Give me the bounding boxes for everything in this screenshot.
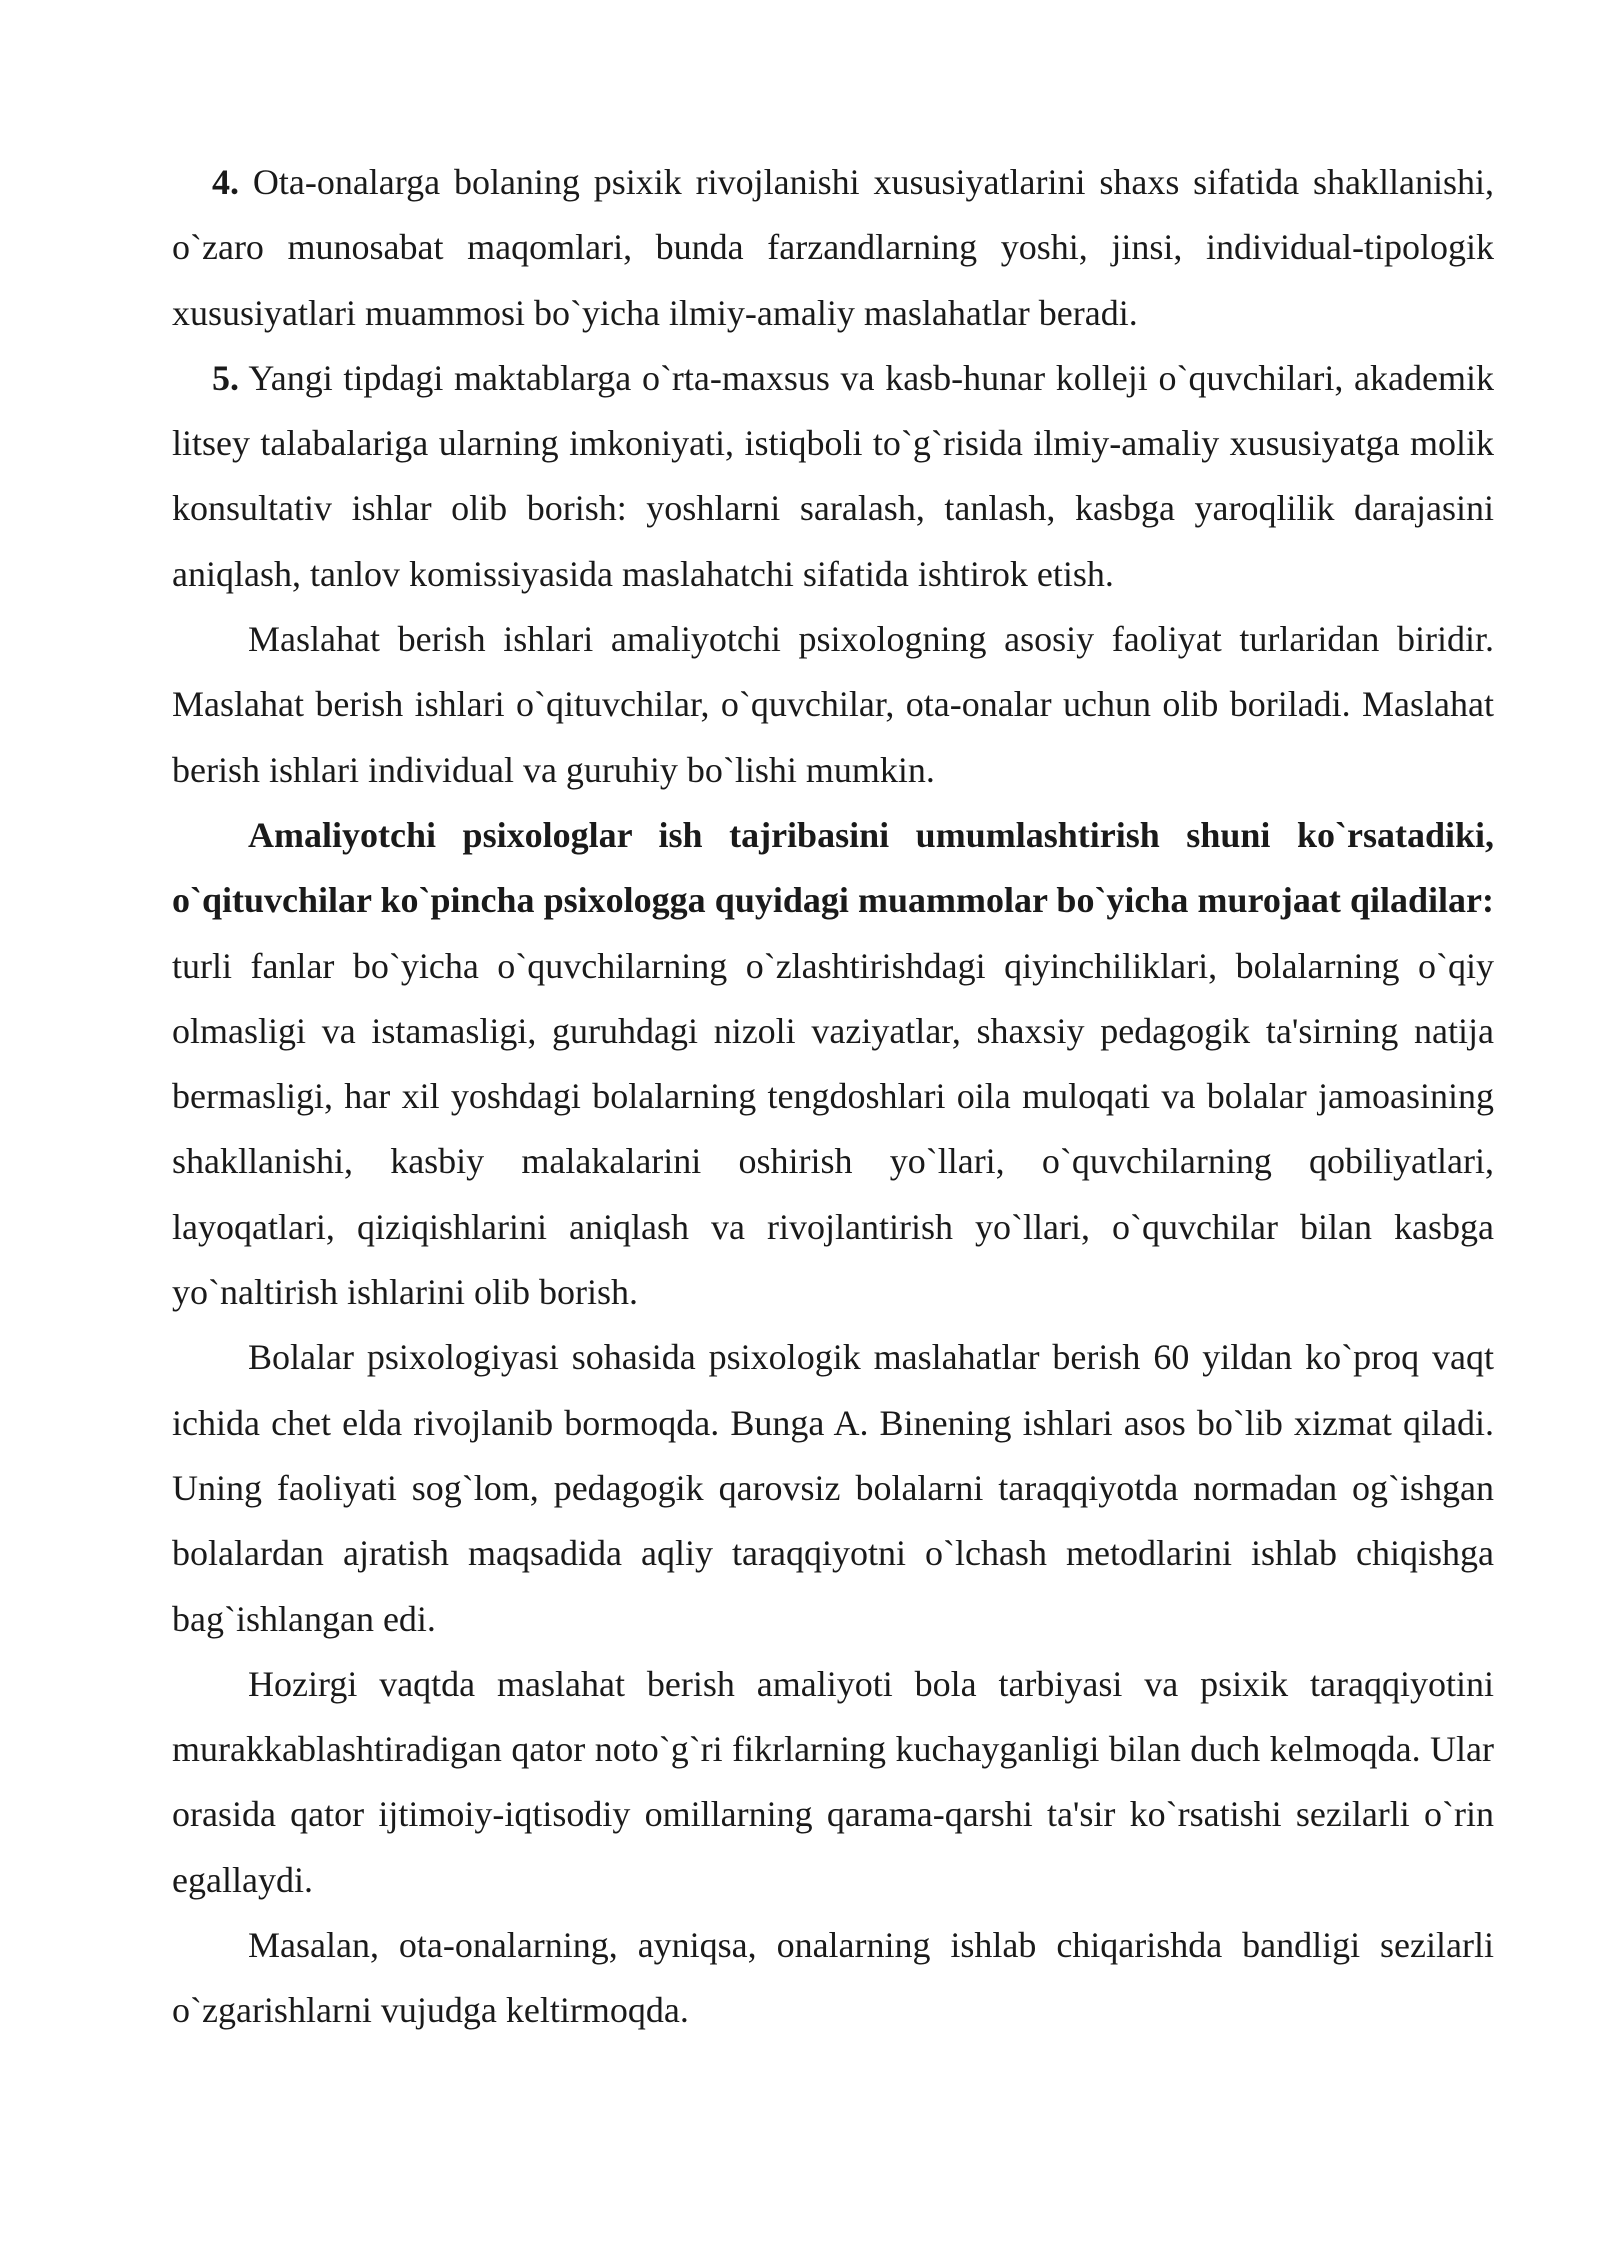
numbered-paragraph-5 [172,346,1494,607]
paragraph-text: Hozirgi vaqtda maslahat berish amaliyoti bola tarbiyasi va psixik taraqqiyotini murakkablashtiradigan qator noto`g`ri fikrlarning kuchayganligi bilan duch kelmoqda. Ular orasida qator ijtimoiy-iqtisodiy omillarning qarama-qarshi ta'sir ko`rsatishi sezilarli o`rin egallaydi. [172,1663,1494,1900]
document-page [172,150,1494,2044]
paragraph-text: Maslahat berish ishlari amaliyotchi psixologning asosiy faoliyat turlaridan biridir. Maslahat berish ishlari o`qituvchilar, o`quvchilar, ota-onalar uchun olib boriladi. Maslahat berish ishlari individual va guruhiy bo`lishi mumkin. [172,619,1494,790]
paragraph-history [172,1325,1494,1651]
paragraph-current-practice [172,1652,1494,1913]
item-number: 5. [212,357,239,398]
bold-lead-text: Amaliyotchi psixologlar ish tajribasini umumlashtirish shuni ko`rsatadiki, o`qituvchilar ko`pincha psixologga quyidagi muammolar bo`yicha murojaat qiladilar: [172,814,1494,921]
paragraph-consulting-types [172,607,1494,803]
paragraph-text: Bolalar psixologiyasi sohasida psixologik maslahatlar berish 60 yildan ko`proq vaqt ichida chet elda rivojlanib bormoqda. Bunga A. Binening ishlari asos bo`lib xizmat qiladi. Uning faoliyati sog`lom, pedagogik qarovsiz bolalarni taraqqiyotda normadan og`ishgan bolalardan ajratish maqsadida aqliy taraqqiyotni o`lchash metodlarini ishlab chiqishga bag`ishlangan edi. [172,1337,1494,1639]
paragraph-text: turli fanlar bo`yicha o`quvchilarning o`zlashtirishdagi qiyinchiliklari, bolalarning o`qiy olmasligi va istamasligi, guruhdagi nizoli vaziyatlar, shaxsiy pedagogik ta'sirning natija bermasligi, har xil yoshdagi bolalarning tengdoshlari oila muloqati va bolalar jamoasining shakllanishi, kasbiy malakalarini oshirish yo`llari, o`quvchilarning qobiliyatlari, layoqatlari, qiziqishlarini aniqlash va rivojlantirish yo`llari, o`quvchilar bilan kasbga yo`naltirish ishlarini olib borish. [172,945,1494,1313]
paragraph-example [172,1913,1494,2044]
paragraph-teacher-problems [172,803,1494,1325]
paragraph-text: Masalan, ota-onalarning, ayniqsa, onalarning ishlab chiqarishda bandligi sezilarli o`zgarishlarni vujudga keltirmoqda. [172,1925,1494,2031]
numbered-paragraph-4 [172,150,1494,346]
paragraph-text: Ota-onalarga bolaning psixik rivojlanishi xususiyatlarini shaxs sifatida shakllanishi, o`zaro munosabat maqomlari, bunda farzandlarning yoshi, jinsi, individual-tipologik xususiyatlari muammosi bo`yicha ilmiy-amaliy maslahatlar beradi. [172,162,1494,333]
item-number: 4. [212,162,239,202]
paragraph-text: Yangi tipdagi maktablarga o`rta-maxsus va kasb-hunar kolleji o`quvchilari, akademik litsey talabalariga ularning imkoniyati, istiqboli to`g`risida ilmiy-amaliy xususiyatga molik konsultativ ishlar olib borish: yoshlarni saralash, tanlash, kasbga yaroqlilik darajasini aniqlash, tanlov komissiyasida maslahatchi sifatida ishtirok etish. [172,357,1494,594]
